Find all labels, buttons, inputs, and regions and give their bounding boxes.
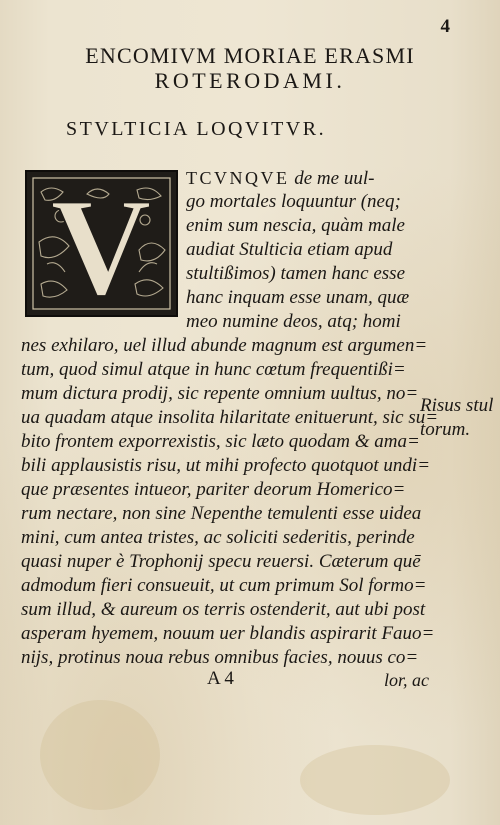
- title-line-2: ROTERODAMI.: [154, 68, 346, 93]
- text-line: bili applausistis risu, ut mihi profecto quotquot undi=: [21, 455, 431, 476]
- text-line-1: [186, 166, 374, 191]
- text-line: stultißimos) tamen hanc esse: [186, 263, 406, 284]
- text-line: mini, cum antea tristes, ac soliciti sederitis, perinde: [21, 527, 415, 548]
- title-line-1: ENCOMIVM MORIAE ERASMI: [85, 43, 415, 68]
- text-line: hanc inquam esse unam, quæ: [186, 287, 410, 308]
- text-line: sum illud, & aureum os terris ostenderit, aut ubi post: [21, 599, 426, 620]
- marginal-note-line-2: torum.: [420, 419, 471, 440]
- catchword: lor, ac: [384, 670, 429, 690]
- decorated-initial-art: [27, 172, 176, 315]
- text-line: nes exhilaro, uel illud abunde magnum est argumen=: [21, 335, 428, 356]
- text-line: go mortales loquuntur (neq;: [186, 191, 401, 212]
- first-line-rest: de me uul‑: [289, 168, 375, 189]
- water-stain: [40, 700, 160, 810]
- page-number: 4: [440, 16, 450, 37]
- text-line: tum, quod simul atque in hunc cœtum frequentißi=: [21, 359, 406, 380]
- text-line: meo numine deos, atq; homi: [186, 311, 401, 332]
- text-line: audiat Stulticia etiam apud: [186, 239, 393, 260]
- decorated-initial: [25, 170, 178, 317]
- text-line: quasi nuper è Trophonij specu reuersi. Cæterum quē: [21, 551, 421, 572]
- initial-letter: V: [50, 172, 152, 315]
- first-line-caps: TCVNQVE: [186, 168, 290, 188]
- signature-mark: A 4: [207, 668, 234, 689]
- text-line: bito frontem exporrexistis, sic læto quodam & ama=: [21, 431, 420, 452]
- marginal-note-line-1: Risus stul: [420, 395, 494, 416]
- text-line: admodum fieri consueuit, ut cum primum Sol formo=: [21, 575, 427, 596]
- text-line: rum nectare, non sine Nepenthe temulenti esse uidea: [21, 503, 422, 524]
- text-line: mum dictura prodij, sic repente omnium uultus, no=: [21, 383, 419, 404]
- text-line: nijs, protinus noua rebus omnibus facies, nouus co=: [21, 647, 419, 668]
- section-heading: STVLTICIA LOQVITVR.: [66, 118, 327, 140]
- text-line: enim sum nescia, quàm male: [186, 215, 405, 236]
- text-line: que præsentes intueor, pariter deorum Homerico=: [21, 479, 406, 500]
- text-line: ua quadam atque insolita hilaritate enituerunt, sic su=: [21, 407, 439, 428]
- water-stain: [300, 745, 450, 815]
- text-line: asperam hyemem, nouum uer blandis aspirarit Fauo=: [21, 623, 435, 644]
